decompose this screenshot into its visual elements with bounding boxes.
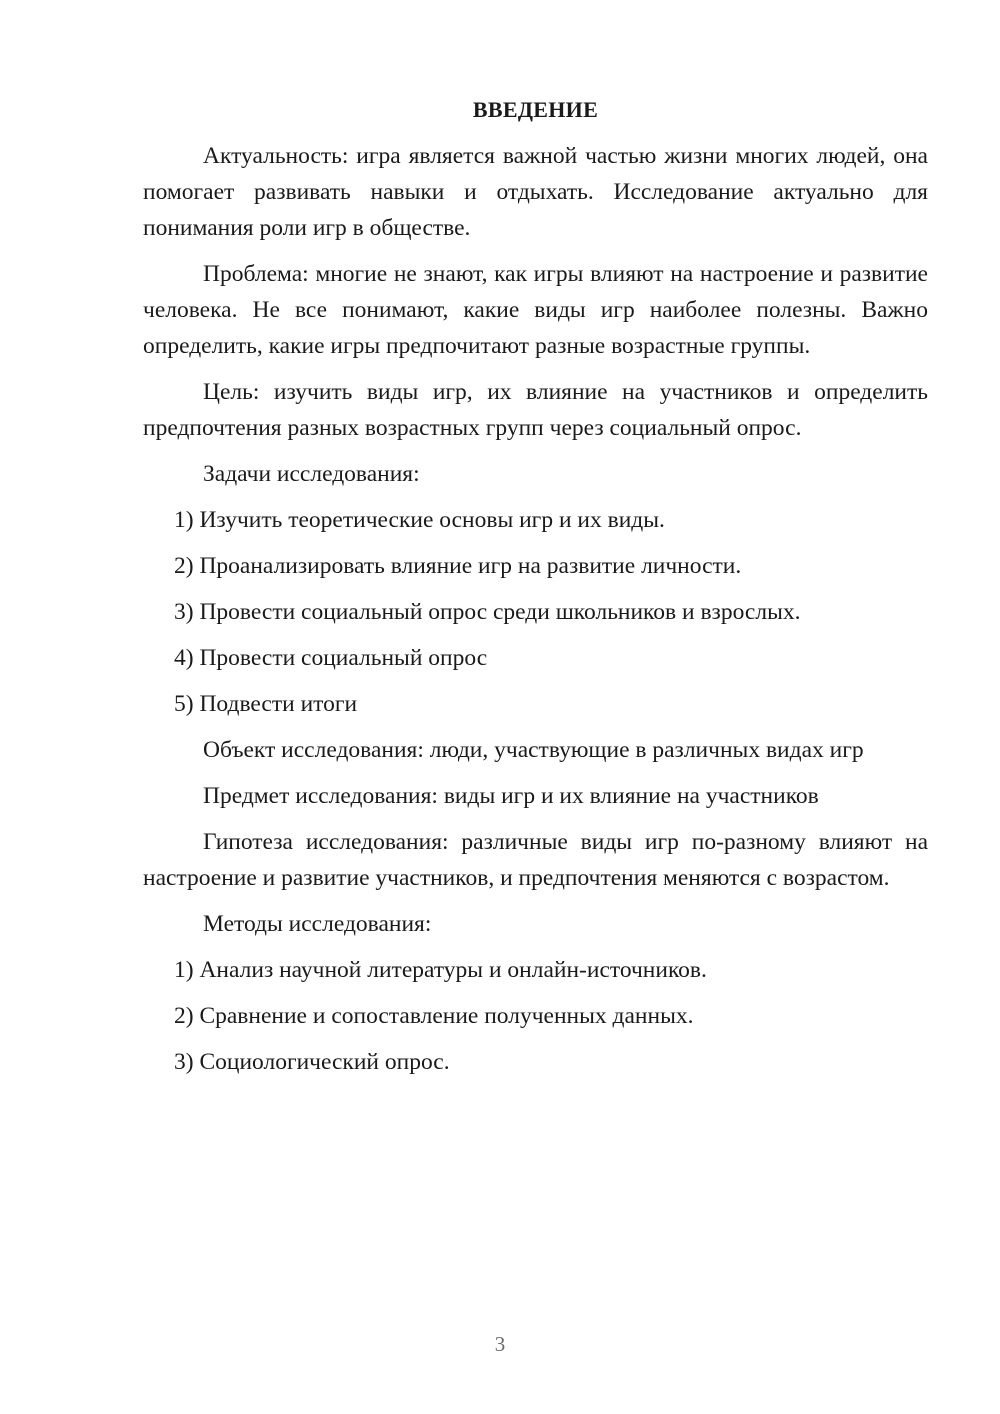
task-item-3: 3) Провести социальный опрос среди школьников и взрослых. xyxy=(174,599,801,625)
task-item-2: 2) Проанализировать влияние игр на развитие личности. xyxy=(174,553,742,579)
page-number: 3 xyxy=(494,1332,506,1356)
task-item-1: 1) Изучить теоретические основы игр и их виды. xyxy=(174,507,665,533)
hypothesis-paragraph: Гипотеза исследования: различные виды игр по-разному влияют на настроение и развитие участников, и предпочтения меняются с возрастом. xyxy=(143,829,928,891)
goal-paragraph: Цель: изучить виды игр, их влияние на участников и определить предпочтения разных возрастных групп через социальный опрос. xyxy=(143,379,928,441)
document-page xyxy=(143,92,928,1090)
tasks-heading: Задачи исследования: xyxy=(203,461,420,487)
section-title: ВВЕДЕНИЕ xyxy=(472,97,599,122)
method-item-2: 2) Сравнение и сопоставление полученных данных. xyxy=(174,1003,694,1029)
relevance-paragraph: Актуальность: игра является важной частью жизни многих людей, она помогает развивать навыки и отдыхать. Исследование актуально для понимания роли игр в обществе. xyxy=(143,143,928,241)
problem-paragraph: Проблема: многие не знают, как игры влияют на настроение и развитие человека. Не все понимают, какие виды игр наиболее полезны. Важно определить, какие игры предпочитают разные возрастные группы. xyxy=(143,261,928,359)
object-line: Объект исследования: люди, участвующие в различных видах игр xyxy=(203,737,864,763)
task-item-4: 4) Провести социальный опрос xyxy=(174,645,488,671)
task-item-5: 5) Подвести итоги xyxy=(174,691,358,717)
method-item-1: 1) Анализ научной литературы и онлайн-источников. xyxy=(174,957,707,983)
methods-heading: Методы исследования: xyxy=(203,911,432,937)
subject-line: Предмет исследования: виды игр и их влияние на участников xyxy=(203,783,819,809)
method-item-3: 3) Социологический опрос. xyxy=(174,1049,450,1075)
